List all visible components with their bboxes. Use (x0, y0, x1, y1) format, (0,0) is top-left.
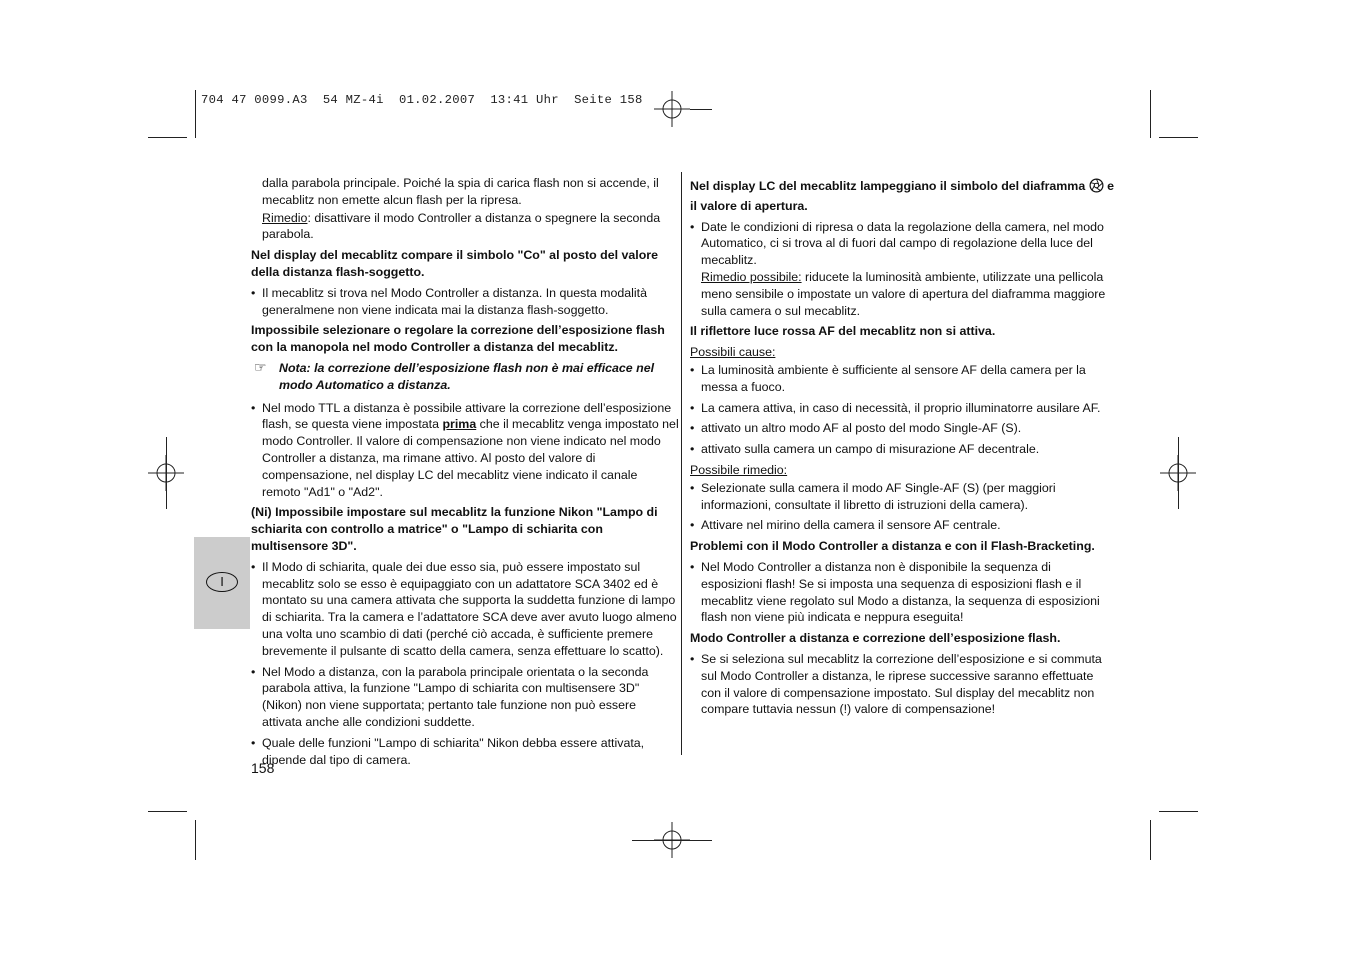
section-heading: Il riflettore luce rossa AF del mecablitz non si attiva. (690, 324, 996, 339)
section-heading: (Ni) Impossibile impostare sul mecablitz la funzione Nikon "Lampo di schiarita con controllo a matrice" o "Lampo di schiarita con multisensore 3D". (251, 505, 658, 553)
crop-mark (632, 840, 712, 841)
page-number: 158 (251, 760, 275, 776)
section-heading: Nel display del mecablitz compare il simbolo "Co" al posto del valore della distanza flash-soggetto. (251, 248, 658, 279)
bullet: • (690, 400, 695, 415)
remedy-paragraph (262, 210, 679, 244)
crop-mark (166, 437, 167, 509)
bullet: • (690, 421, 695, 436)
crop-mark (1159, 137, 1198, 138)
remedy-text: : disattivare il modo Controller a distanza o spegnere la seconda parabola. (262, 210, 661, 242)
list-item: • attivato un altro modo AF al posto del modo Single-AF (S). (690, 421, 1022, 436)
print-slug: 704 47 0099.A3 54 MZ-4i 01.02.2007 13:41 Uhr Seite 158 (201, 93, 643, 107)
list-item: • attivato sulla camera un campo di misurazione AF decentrale. (690, 442, 1040, 457)
bullet: • (690, 559, 695, 574)
remedy-possible-label: Rimedio possibile: (701, 269, 802, 284)
crop-mark (1159, 811, 1198, 812)
list-item: • Nel Modo Controller a distanza non è disponibile la sequenza di esposizioni flash! Se si imposta una sequenza di esposizioni flash e il mecablitz viene regolato sul Modo a distanza, la sequenza di esposizioni flash non viene più indicata e neppura eseguita! (690, 559, 1100, 625)
crop-mark (195, 820, 196, 860)
right-column (690, 178, 1115, 722)
bullet: • (251, 400, 256, 415)
list-item: • La luminosità ambiente è sufficiente al sensore AF della camera per la messa a fuoco. (690, 362, 1086, 394)
list-item: • Quale delle funzioni "Lampo di schiarita" Nikon debba essere attivata, dipende dal tipo di camera. (251, 735, 645, 767)
crop-mark (1150, 820, 1151, 860)
language-tab (194, 537, 250, 629)
remedy-label: Rimedio (262, 210, 308, 225)
list-item: • Date le condizioni di ripresa o data la regolazione della camera, nel modo Automatico, ci si trova al di fuori dal campo di regolazione della luce del mecablitz. Rimedio possibile: riducete la luminosità ambiente, utilizzate una pellicola meno sensibile o impostate un valore di apertura del diaframma maggiore sulla camera o sul mecablitz. (690, 219, 1106, 318)
bullet: • (690, 480, 695, 495)
pointing-hand-icon: ☞ (254, 358, 267, 375)
column-divider (681, 172, 682, 755)
bullet: • (690, 219, 695, 234)
list-item: • Il mecablitz si trova nel Modo Controller a distanza. In questa modalità generalmene non viene indicata mai la distanza flash-soggetto. (251, 285, 647, 317)
crop-mark (148, 137, 187, 138)
aperture-icon (1089, 178, 1104, 198)
list-item: • Il Modo di schiarita, quale dei due esso sia, può essere impostato sul mecablitz solo se esso è equipaggiato con un adattatore SCA 3402 ed è montato su una camera attivata che supporta la suddetta funzione di lampo di schiarita. Tra la camera e l’adattatore SCA deve aver avuto luogo almeno una volta uno scambio di dati (perché ciò accada, è sufficiente premere brevemente il pulsante di scatto della camera, senza effettuare lo scatto). (251, 559, 677, 658)
crop-mark (195, 90, 196, 138)
paragraph (251, 175, 679, 243)
intro-text: dalla parabola principale. Poiché la spia di carica flash non si accende, il mecablitz non emette alcun flash per la ripresa. (262, 176, 659, 207)
section-heading: Impossibile selezionare o regolare la correzione dell’esposizione flash con la manopola nel modo Controller a distanza del mecablitz. (251, 323, 665, 355)
registration-mark-top (654, 91, 690, 127)
left-column (251, 175, 679, 772)
bullet: • (251, 559, 256, 574)
section-heading: Nel display LC del mecablitz lampeggiano il simbolo del diaframma e il valore di apertura. (690, 179, 1115, 213)
list-item: • Nel Modo a distanza, con la parabola principale orientata o la seconda parabola attiva, la funzione "Lampo di schiarita con multisensere 3D" (Nikon) non viene supportata; pertanto tale funzione non può essere attivata anche alle condizioni suddette. (251, 664, 649, 729)
crop-mark (148, 811, 187, 812)
bullet: • (690, 362, 695, 377)
bullet: • (251, 285, 256, 300)
language-tab-letter: I (206, 572, 238, 592)
bullet: • (690, 442, 695, 457)
list-item: • Attivare nel mirino della camera il sensore AF centrale. (690, 518, 1001, 533)
section-heading: Problemi con il Modo Controller a distanza e con il Flash-Bracketing. (690, 539, 1095, 554)
remedy-af-label: Possibile rimedio: (690, 462, 788, 477)
note: ☞ Nota: la correzione dell’esposizione flash non è mai efficace nel modo Automatico a distanza. (254, 358, 655, 392)
emphasis-prima: prima (442, 417, 477, 432)
bullet: • (251, 735, 256, 750)
crop-mark (690, 109, 712, 110)
crop-mark (1178, 437, 1179, 509)
section-heading: Modo Controller a distanza e correzione dell’esposizione flash. (690, 631, 1061, 646)
list-item: • Se si seleziona sul mecablitz la correzione dell’esposizione e si commuta sul Modo Controller a distanza, le riprese successive saranno effettuate con il valore di compensazione impostato. Sul display del mecablitz non compare tuttavia nessun (!) valore di compensazione! (690, 651, 1102, 717)
bullet: • (690, 518, 695, 533)
crop-mark (1150, 90, 1151, 138)
list-item: • Selezionate sulla camera il modo AF Single-AF (S) (per maggiori informazioni, consultate il libretto di istruzioni della camera). (690, 480, 1056, 512)
bullet: • (690, 651, 695, 666)
list-item: • La camera attiva, in caso di necessità, il proprio illuminatorre ausilare AF. (690, 400, 1101, 415)
causes-label: Possibili cause: (690, 345, 776, 360)
list-item: • Nel modo TTL a distanza è possibile attivare la correzione dell’esposizione flash, se questa viene impostata prima che il mecablitz venga impostato nel modo Controller. Il valore di compensazione non viene indicato nel modo Controller a distanza, ma rimane attivo. Al posto del valore di compensazione, nel display LC del mecablitz viene indicato il canale remoto "Ad1" o "Ad2". (251, 400, 679, 499)
bullet: • (251, 664, 256, 679)
